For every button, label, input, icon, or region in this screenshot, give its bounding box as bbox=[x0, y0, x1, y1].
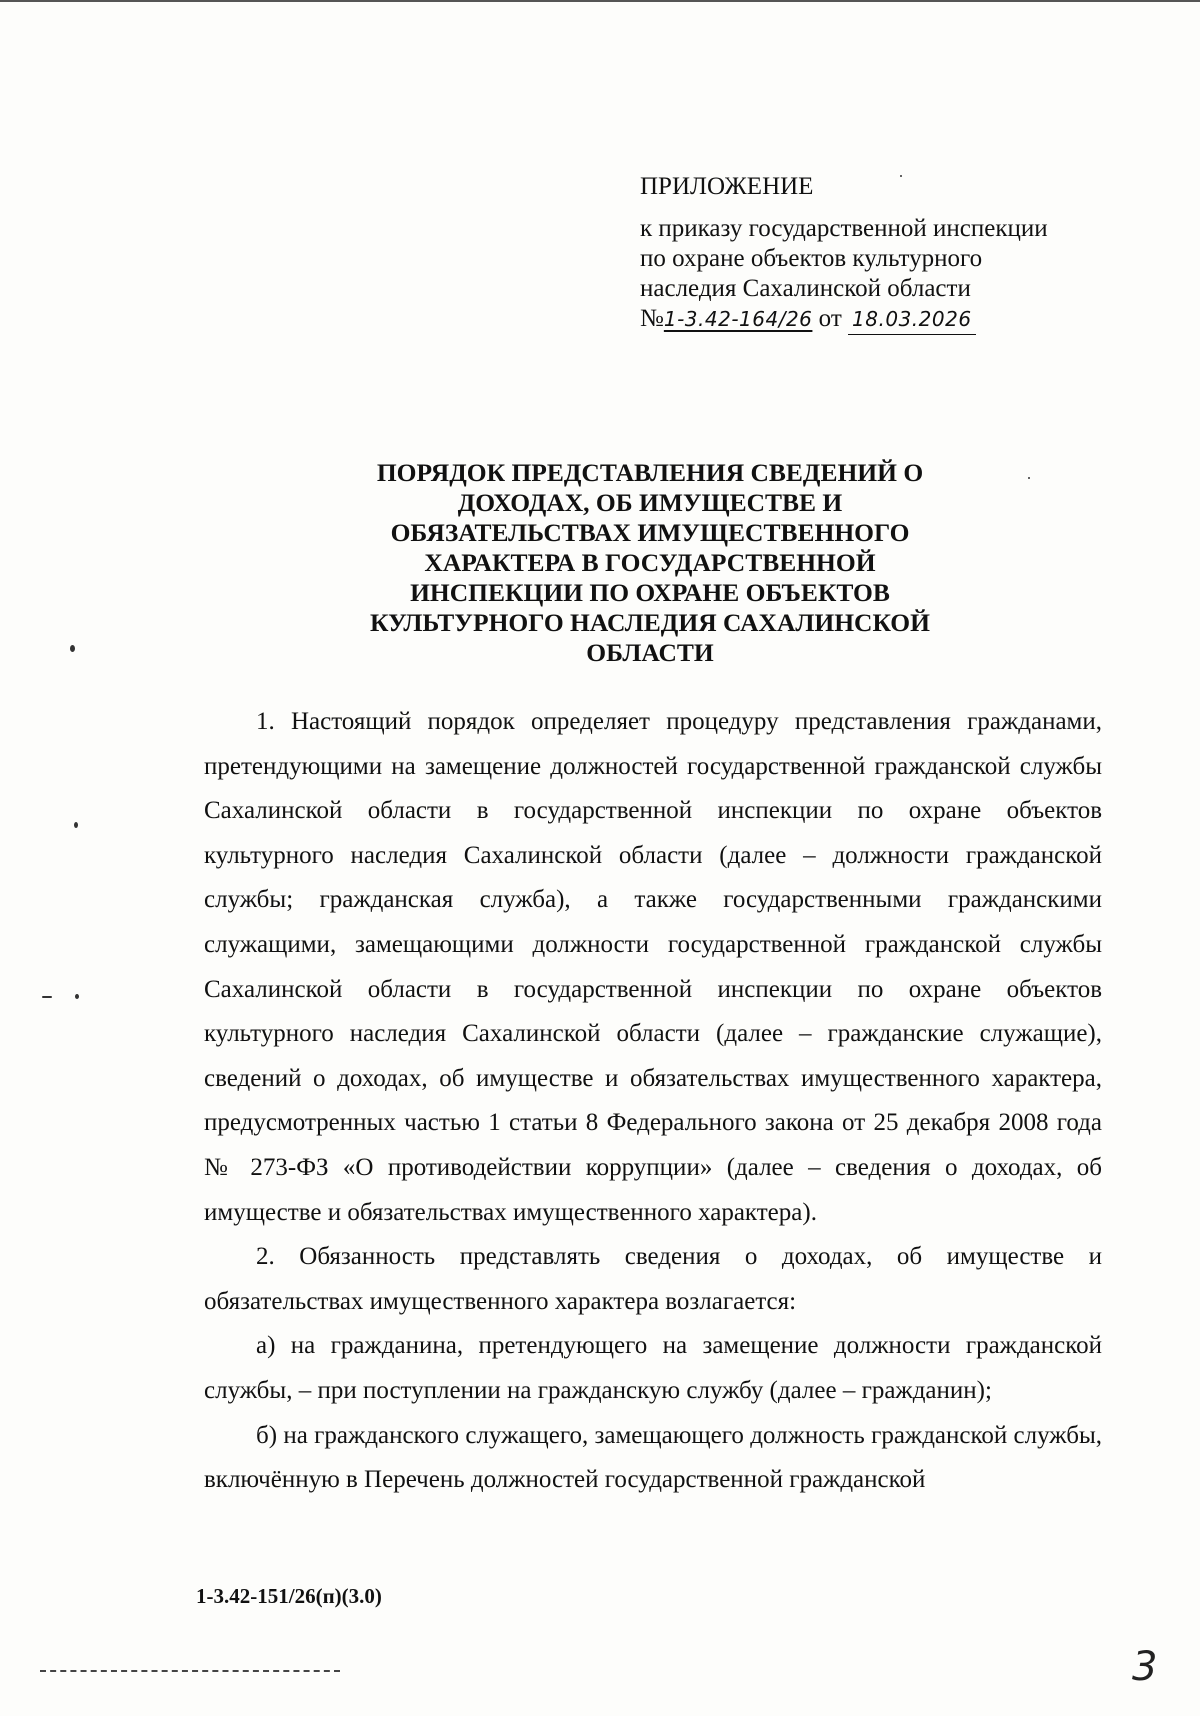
paragraph-1: 1. Настоящий порядок определяет процедуру представления гражданами, претендующими на замещение должностей государственной гражданской службы Сахалинской области в государственной инспекции по охране объектов культурного наследия Сахалинской области (далее – должности гражданской службы; гражданская служба), а также государственными гражданскими служащими, замещающими должности государственной гражданской службы Сахалинской области в государственной инспекции по охране объектов культурного наследия Сахалинской области (далее – гражданские служащие), сведений о доходах, об имуществе и обязательствах имущественного характера, предусмотренных частью 1 статьи 8 Федерального закона от 25 декабря 2008 года № 273-ФЗ «О противодействии коррупции» (далее – сведения о доходах, об имуществе и обязательствах имущественного характера). bbox=[204, 708, 1102, 1226]
title-line: ИНСПЕКЦИИ ПО ОХРАНЕ ОБЪЕКТОВ bbox=[410, 578, 890, 607]
handwritten-page-number: 3 bbox=[1132, 1644, 1158, 1690]
appendix-heading: ПРИЛОЖЕНИЕ bbox=[640, 173, 814, 200]
date-prefix: от bbox=[818, 305, 842, 332]
scan-top-edge bbox=[0, 0, 1200, 2]
scan-speck bbox=[70, 645, 75, 652]
document-body bbox=[204, 700, 1102, 1503]
title-line: ПОРЯДОК ПРЕДСТАВЛЕНИЯ СВЕДЕНИЙ О bbox=[376, 458, 924, 487]
paragraph-2b: б) на гражданского служащего, замещающего должность гражданской службы, включённую в Перечень должностей государственной гражданской bbox=[204, 1421, 1102, 1494]
order-date-handwritten: 18.03.2026 bbox=[848, 304, 976, 335]
document-title bbox=[330, 458, 970, 668]
scan-speck bbox=[900, 175, 902, 177]
order-number-line bbox=[640, 304, 1100, 335]
scan-speck bbox=[1028, 477, 1030, 479]
scan-speck bbox=[42, 996, 52, 998]
paragraph-2: 2. Обязанность представлять сведения о доходах, об имуществе и обязательствах имущественного характера возлагается: bbox=[204, 1243, 1102, 1315]
scan-bottom-line bbox=[40, 1670, 340, 1672]
title-line: ОБЯЗАТЕЛЬСТВАХ ИМУЩЕСТВЕННОГО bbox=[390, 518, 910, 547]
appendix-line: к приказу государственной инспекции bbox=[640, 215, 1048, 242]
order-number-handwritten: 1-3.42-164/26 bbox=[663, 307, 813, 331]
appendix-block bbox=[640, 172, 1100, 335]
appendix-line: наследия Сахалинской области bbox=[640, 275, 971, 302]
scan-speck bbox=[75, 994, 79, 999]
appendix-line: по охране объектов культурного bbox=[640, 245, 983, 272]
title-line: ХАРАКТЕРА В ГОСУДАРСТВЕННОЙ bbox=[424, 548, 876, 577]
number-sign: № bbox=[640, 305, 664, 332]
title-line: КУЛЬТУРНОГО НАСЛЕДИЯ САХАЛИНСКОЙ bbox=[370, 608, 930, 637]
document-code: 1-3.42-151/26(п)(3.0) bbox=[196, 1584, 382, 1608]
scan-speck bbox=[74, 822, 78, 828]
title-line: ДОХОДАХ, ОБ ИМУЩЕСТВЕ И bbox=[457, 488, 843, 517]
paragraph-2a: а) на гражданина, претендующего на замещение должности гражданской службы, – при поступлении на гражданскую службу (далее – гражданин); bbox=[204, 1332, 1102, 1404]
title-line: ОБЛАСТИ bbox=[586, 638, 714, 667]
